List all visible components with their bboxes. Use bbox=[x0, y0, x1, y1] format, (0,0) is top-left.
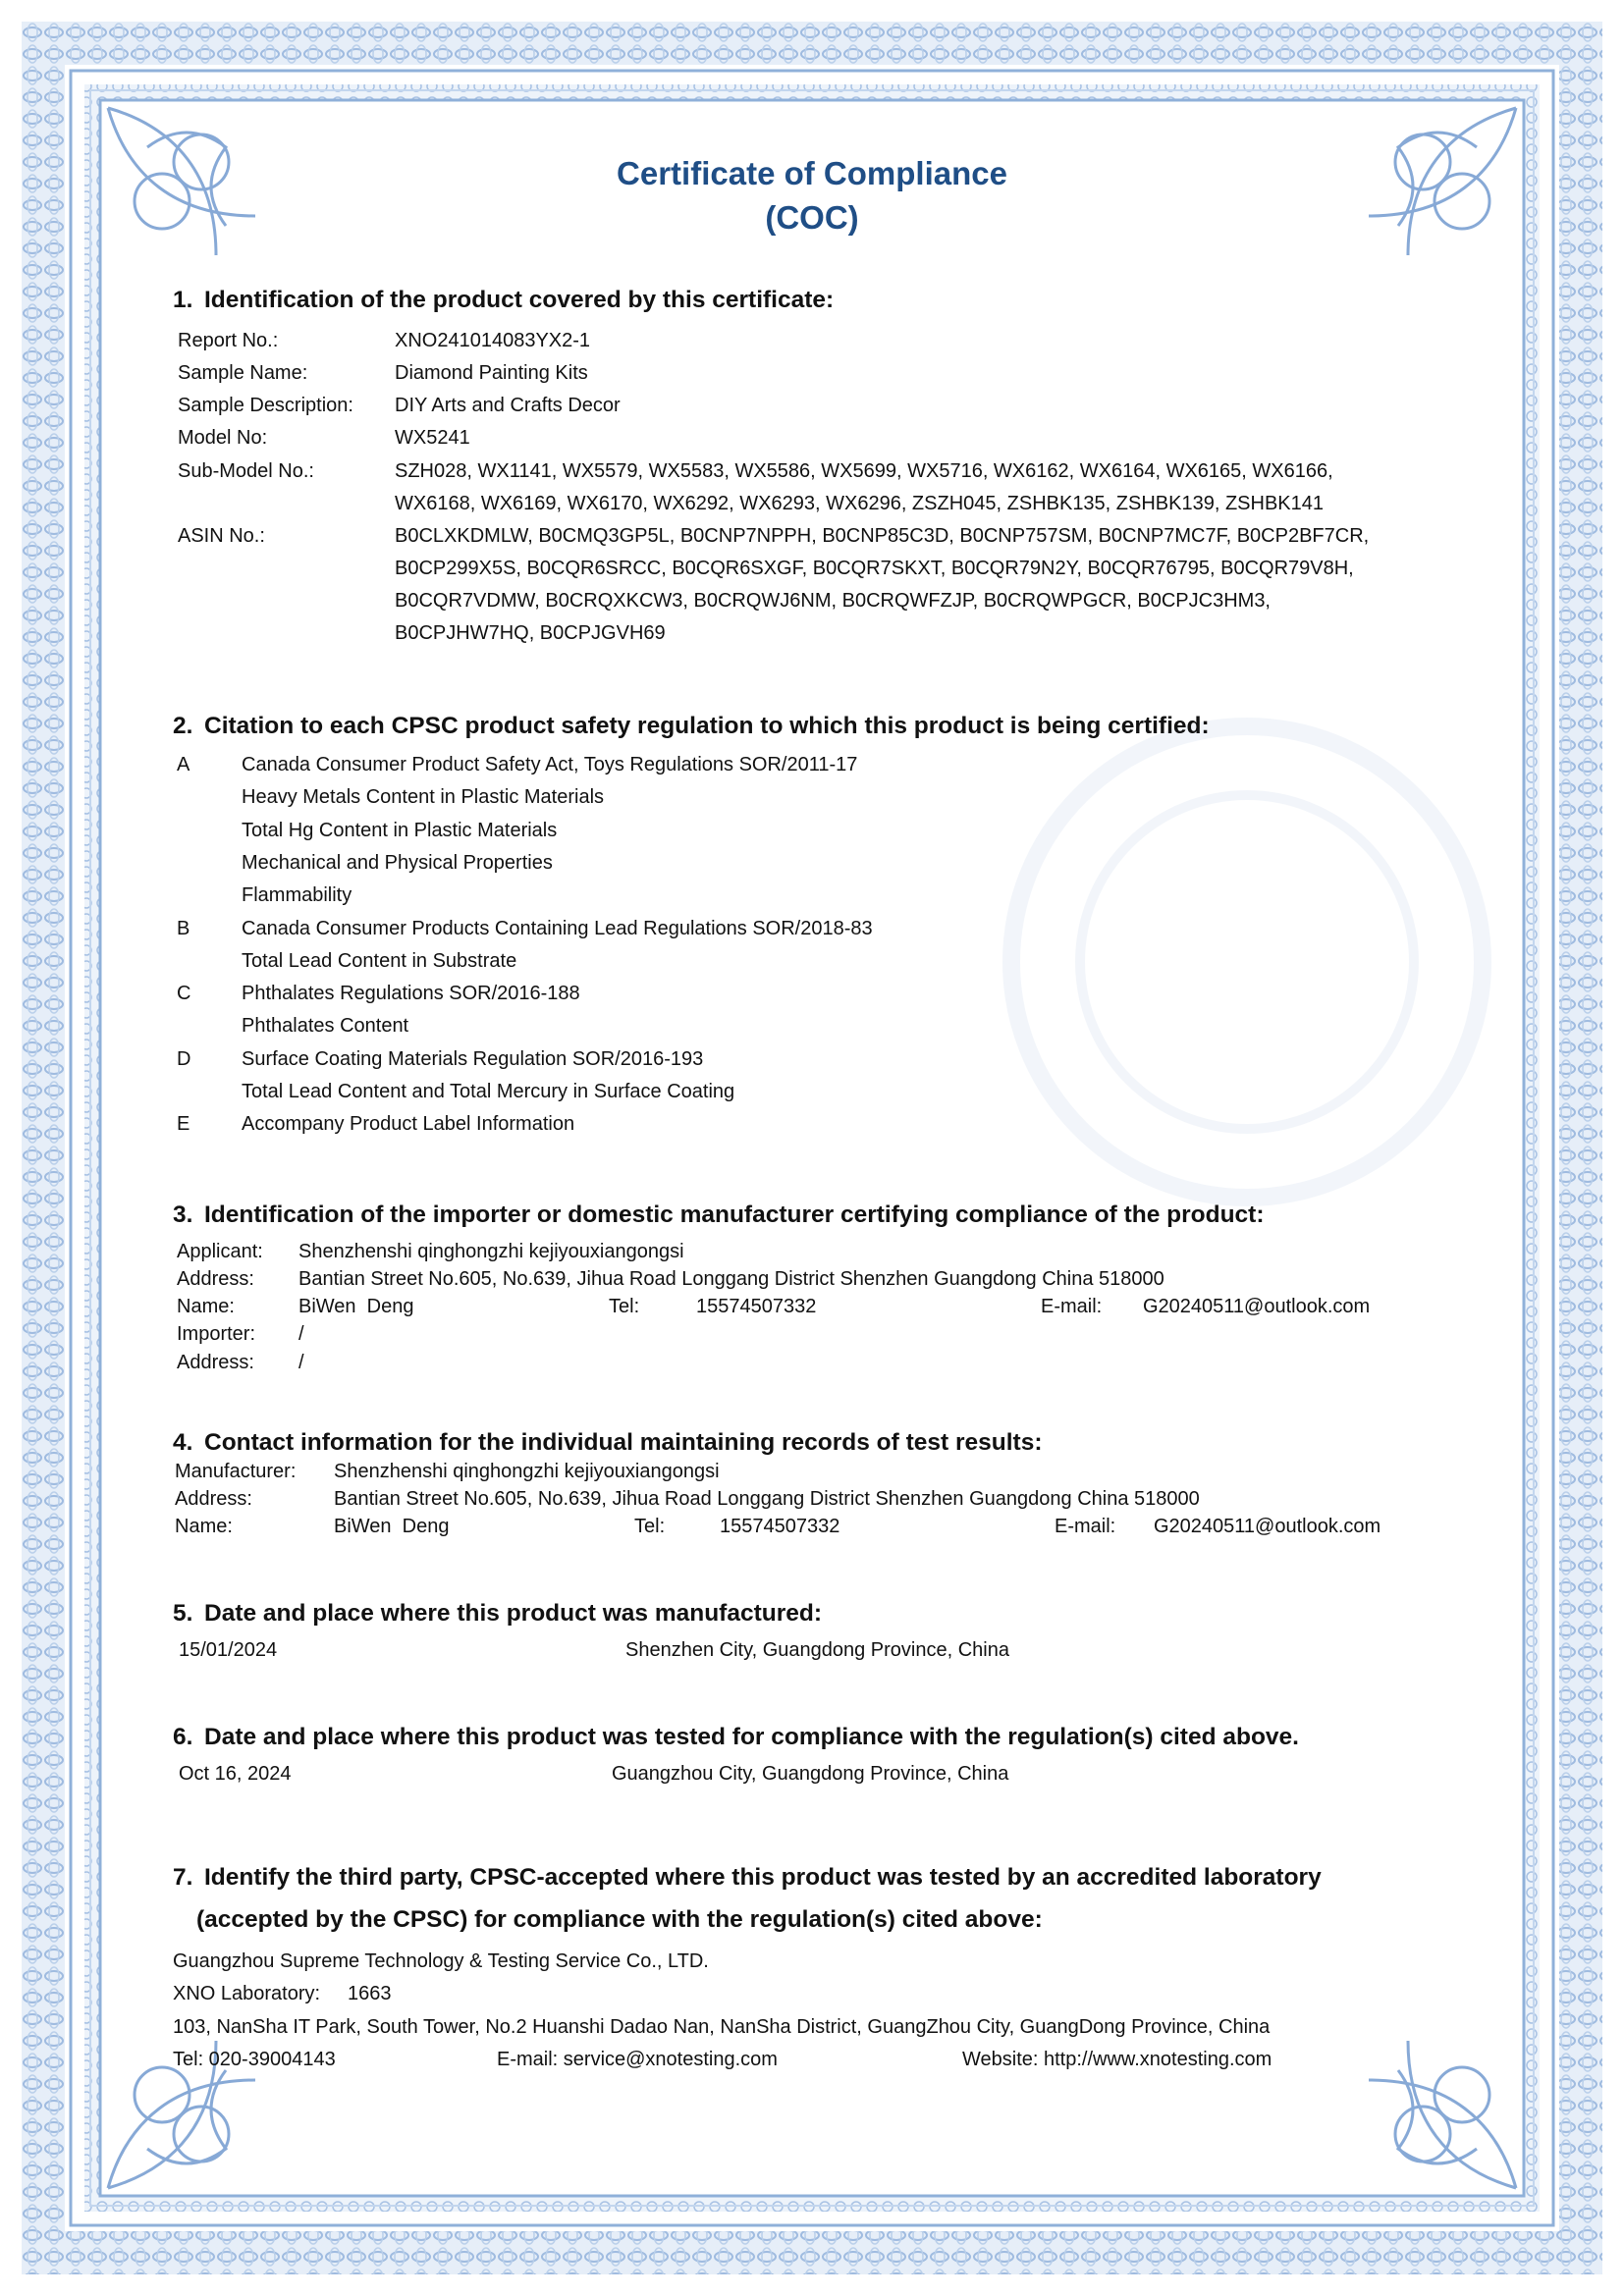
regulation-title: Canada Consumer Product Safety Act, Toys Regulations SOR/2011-17 bbox=[242, 754, 858, 775]
regulation-test-item: Flammability bbox=[242, 884, 352, 907]
manufacturer-address-label: Address: bbox=[175, 1488, 252, 1510]
applicant-email-value: G20240511@outlook.com bbox=[1143, 1296, 1371, 1317]
applicant-value: Shenzhenshi qinghongzhi kejiyouxiangongsi bbox=[298, 1241, 684, 1262]
lab-number: 1663 bbox=[348, 1983, 392, 2004]
manufacturer-address-value: Bantian Street No.605, No.639, Jihua Road Longgang District Shenzhen Guangdong China 518000 bbox=[334, 1488, 1200, 1510]
field-value: DIY Arts and Crafts Decor bbox=[395, 395, 621, 416]
field-label: Report No.: bbox=[178, 330, 279, 351]
section-1-heading: 1. Identification of the product covered by this certificate: bbox=[173, 287, 835, 313]
field-label: ASIN No.: bbox=[178, 525, 265, 547]
field-value: B0CQR7VDMW, B0CRQXKCW3, B0CRQWJ6NM, B0CRQWFZJP, B0CRQWPGCR, B0CPJC3HM3, bbox=[395, 590, 1271, 612]
contact-email-label: E-mail: bbox=[1055, 1516, 1116, 1537]
certificate-subtitle: (COC) bbox=[765, 199, 859, 236]
section-4-heading: 4. Contact information for the individual maintaining records of test results: bbox=[173, 1429, 1043, 1456]
regulation-test-item: Total Lead Content in Substrate bbox=[242, 949, 517, 972]
section-7-heading: 7. Identify the third party, CPSC-accepted where this product was tested by an accredited laboratory bbox=[173, 1864, 1322, 1891]
regulation-letter: A bbox=[177, 754, 190, 775]
section-3-heading: 3. Identification of the importer or domestic manufacturer certifying compliance of the product: bbox=[173, 1201, 1265, 1228]
importer-address-value: / bbox=[298, 1352, 304, 1373]
regulation-title: Surface Coating Materials Regulation SOR/2016-193 bbox=[242, 1047, 704, 1070]
applicant-tel-value: 15574507332 bbox=[696, 1296, 817, 1317]
field-value: B0CP299X5S, B0CQR6SRCC, B0CQR6SXGF, B0CQR7SKXT, B0CQR79N2Y, B0CQR76795, B0CQR79V8H, bbox=[395, 558, 1354, 579]
contact-name-value: BiWen Deng bbox=[334, 1516, 450, 1537]
field-label: Sample Description: bbox=[178, 395, 353, 416]
section-5-heading: 5. Date and place where this product was manufactured: bbox=[173, 1600, 822, 1627]
regulation-letter: D bbox=[177, 1047, 191, 1070]
field-label: Sample Name: bbox=[178, 362, 308, 384]
applicant-address-value: Bantian Street No.605, No.639, Jihua Road Longgang District Shenzhen Guangdong China 518000 bbox=[298, 1268, 1164, 1290]
test-date: Oct 16, 2024 bbox=[179, 1763, 292, 1785]
applicant-name-value: BiWen Deng bbox=[298, 1296, 414, 1317]
regulation-test-item: Total Lead Content and Total Mercury in Surface Coating bbox=[242, 1081, 735, 1102]
field-value: B0CPJHW7HQ, B0CPJGVH69 bbox=[395, 622, 666, 644]
regulation-title: Canada Consumer Products Containing Lead Regulations SOR/2018-83 bbox=[242, 917, 873, 939]
manufacturer-value: Shenzhenshi qinghongzhi kejiyouxiangongsi bbox=[334, 1461, 720, 1482]
field-value: XNO241014083YX2-1 bbox=[395, 330, 591, 351]
field-value: B0CLXKDMLW, B0CMQ3GP5L, B0CNP7NPPH, B0CNP85C3D, B0CNP757SM, B0CNP7MC7F, B0CP2BF7CR, bbox=[395, 525, 1370, 547]
field-label: Model No: bbox=[178, 427, 268, 449]
contact-tel-value: 15574507332 bbox=[720, 1516, 840, 1537]
field-value: WX5241 bbox=[395, 427, 470, 449]
regulation-letter: B bbox=[177, 917, 190, 939]
contact-tel-label: Tel: bbox=[634, 1516, 666, 1537]
lab-tel: Tel: 020-39004143 bbox=[173, 2049, 336, 2070]
importer-label: Importer: bbox=[177, 1323, 256, 1345]
section-6-heading: 6. Date and place where this product was tested for compliance with the regulation(s) cited above. bbox=[173, 1724, 1299, 1750]
manufacture-date: 15/01/2024 bbox=[179, 1639, 278, 1661]
section-7-heading-cont: (accepted by the CPSC) for compliance with the regulation(s) cited above: bbox=[196, 1906, 1043, 1933]
lab-address: 103, NanSha IT Park, South Tower, No.2 Huanshi Dadao Nan, NanSha District, GuangZhou City, GuangDong Province, China bbox=[173, 2016, 1271, 2038]
manufacturer-label: Manufacturer: bbox=[175, 1461, 297, 1482]
regulation-letter: E bbox=[177, 1113, 190, 1136]
lab-label: XNO Laboratory: bbox=[173, 1983, 321, 2004]
lab-email: E-mail: service@xnotesting.com bbox=[497, 2049, 778, 2070]
lab-website: Website: http://www.xnotesting.com bbox=[962, 2049, 1272, 2070]
regulation-test-item: Heavy Metals Content in Plastic Materials bbox=[242, 786, 605, 809]
field-value: WX6168, WX6169, WX6170, WX6292, WX6293, WX6296, ZSZH045, ZSHBK135, ZSHBK139, ZSHBK141 bbox=[395, 493, 1325, 514]
regulation-title: Phthalates Regulations SOR/2016-188 bbox=[242, 983, 580, 1005]
certificate-title: Certificate of Compliance bbox=[617, 155, 1007, 191]
applicant-address-label: Address: bbox=[177, 1268, 254, 1290]
manufacture-place: Shenzhen City, Guangdong Province, China bbox=[625, 1639, 1009, 1661]
test-place: Guangzhou City, Guangdong Province, China bbox=[612, 1763, 1009, 1785]
field-value: Diamond Painting Kits bbox=[395, 362, 588, 384]
applicant-email-label: E-mail: bbox=[1041, 1296, 1103, 1317]
applicant-label: Applicant: bbox=[177, 1241, 263, 1262]
contact-name-label: Name: bbox=[175, 1516, 233, 1537]
regulation-test-item: Total Hg Content in Plastic Materials bbox=[242, 819, 558, 841]
contact-email-value: G20240511@outlook.com bbox=[1154, 1516, 1381, 1537]
importer-address-label: Address: bbox=[177, 1352, 254, 1373]
applicant-tel-label: Tel: bbox=[609, 1296, 640, 1317]
field-label: Sub-Model No.: bbox=[178, 460, 314, 482]
regulation-title: Accompany Product Label Information bbox=[242, 1113, 575, 1136]
field-value: SZH028, WX1141, WX5579, WX5583, WX5586, WX5699, WX5716, WX6162, WX6164, WX6165, WX6166, bbox=[395, 460, 1333, 482]
importer-value: / bbox=[298, 1323, 304, 1345]
regulation-letter: C bbox=[177, 983, 191, 1005]
regulation-test-item: Phthalates Content bbox=[242, 1015, 409, 1038]
regulation-test-item: Mechanical and Physical Properties bbox=[242, 851, 553, 874]
applicant-name-label: Name: bbox=[177, 1296, 235, 1317]
section-2-heading: 2. Citation to each CPSC product safety regulation to which this product is being certified: bbox=[173, 713, 1210, 739]
lab-company: Guangzhou Supreme Technology & Testing Service Co., LTD. bbox=[173, 1950, 709, 1972]
